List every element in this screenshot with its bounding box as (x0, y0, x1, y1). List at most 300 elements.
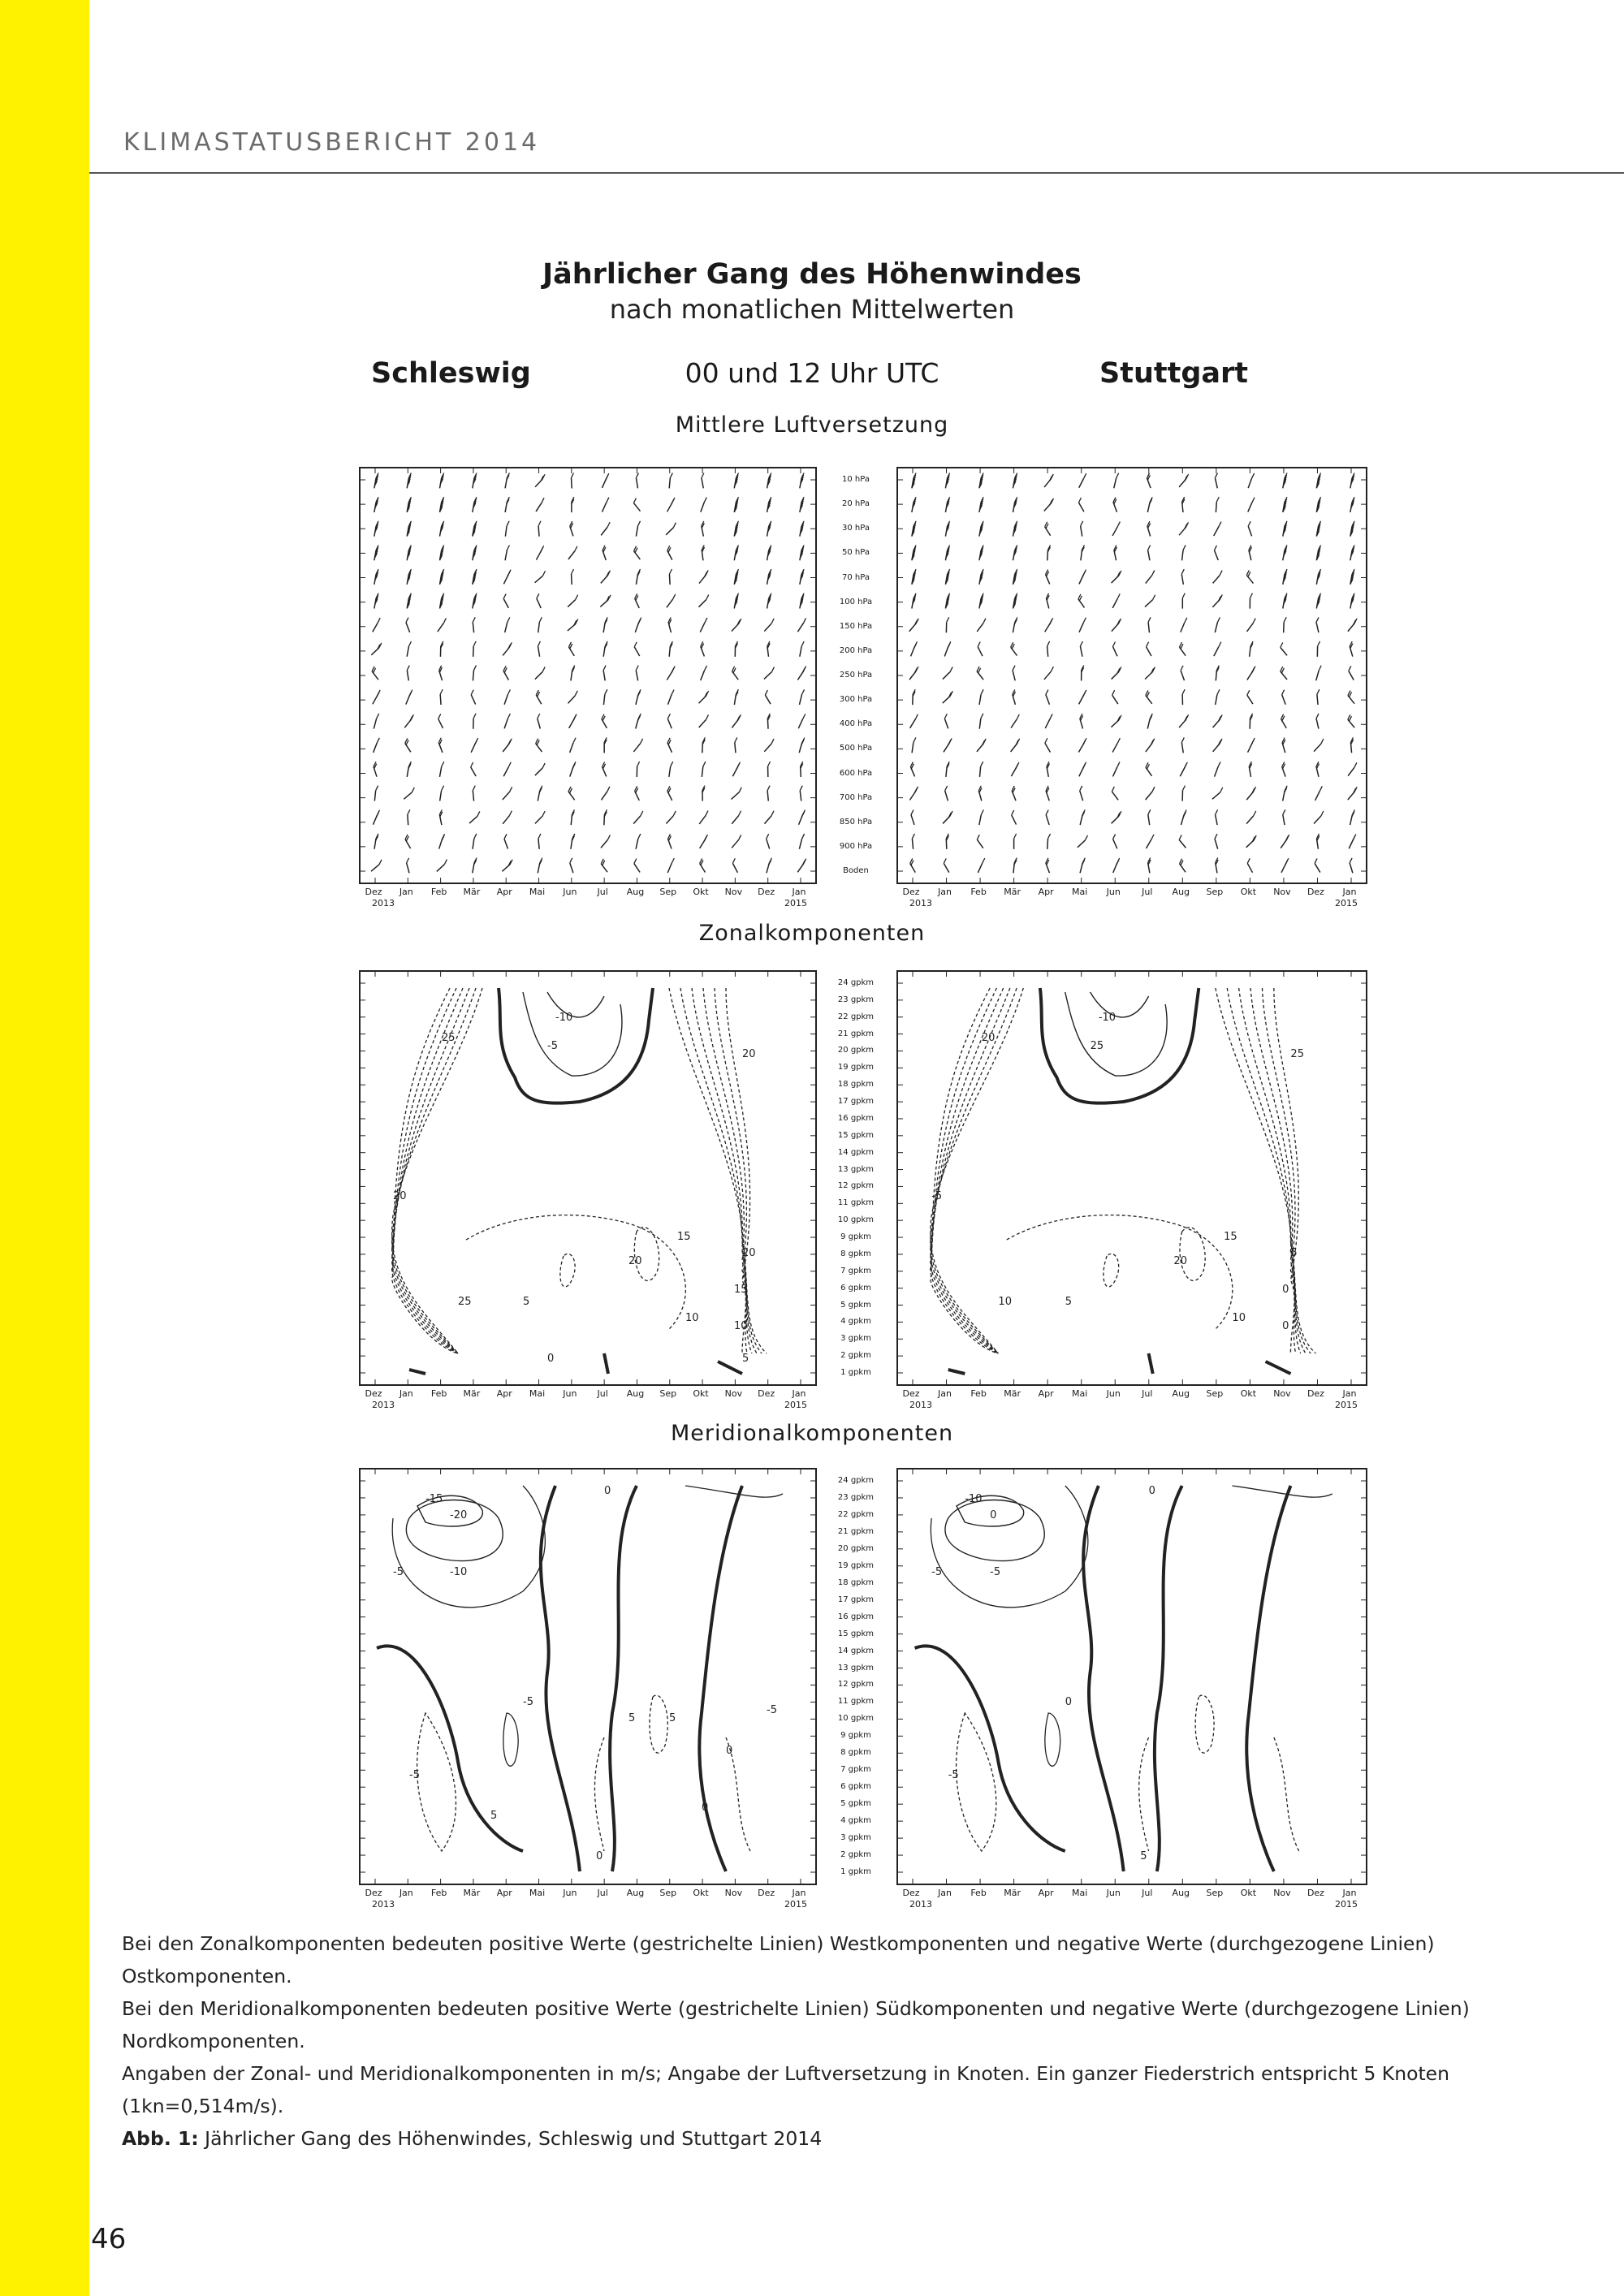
wind-barb (1214, 642, 1221, 657)
axis-level-label: 3 gpkm (840, 1334, 871, 1344)
wind-barb (502, 860, 512, 872)
month-tick-label: Sep (1206, 887, 1224, 897)
wind-barb (633, 811, 643, 824)
wind-barb (568, 619, 578, 631)
wind-barb (1283, 521, 1287, 537)
contour-line (703, 988, 752, 1353)
wind-barb (701, 641, 705, 656)
month-tick-label: Jun (1106, 887, 1121, 897)
wind-barb (912, 545, 916, 560)
wind-barb (667, 858, 674, 873)
wind-barb (668, 690, 674, 705)
wind-barb (1013, 521, 1017, 537)
contour-label: 0 (604, 1485, 611, 1497)
wind-barb (734, 689, 738, 705)
wind-barb (1013, 593, 1017, 609)
wind-barb (1350, 545, 1354, 560)
wind-barb (374, 762, 377, 776)
year-end-label: 2015 (1335, 1400, 1358, 1410)
wind-barb (1316, 497, 1320, 512)
month-tick-label: Apr (496, 887, 512, 897)
wind-barb (1013, 545, 1017, 560)
month-axis (896, 1888, 1364, 1912)
wind-barb (407, 521, 411, 537)
wind-barb (373, 618, 380, 632)
wind-barb (439, 521, 443, 537)
wind-barb (1113, 858, 1120, 873)
wind-barb (1181, 810, 1186, 825)
wind-barb (1047, 545, 1051, 560)
wind-barb (1012, 810, 1017, 825)
wind-barb (1145, 595, 1155, 607)
wind-barb (944, 641, 951, 656)
wind-barb (440, 786, 444, 801)
wind-barb (1216, 666, 1219, 681)
contour-label: 5 (523, 1296, 530, 1308)
wind-barb (1248, 738, 1255, 753)
axis-level-label: 2 gpkm (840, 1850, 871, 1860)
zero-contour (1246, 1486, 1290, 1871)
wind-barb (473, 545, 477, 560)
contour-line (503, 1713, 518, 1766)
panel-title-meridional: Meridionalkomponenten (670, 1421, 954, 1446)
month-tick-label: Jan (1342, 1888, 1357, 1898)
wind-barb (1316, 569, 1320, 585)
axis-level-label: 17 gpkm (837, 1595, 875, 1604)
wind-barb (1013, 858, 1017, 874)
wind-barb (702, 762, 705, 777)
wind-barb (634, 642, 639, 656)
wind-barb (473, 569, 477, 585)
month-tick-label: Mär (463, 887, 481, 897)
wind-barb (471, 738, 478, 753)
axis-level-label: 20 hPa (842, 499, 870, 509)
month-tick-label: Aug (1172, 1388, 1190, 1399)
wind-barb (979, 689, 983, 705)
wind-barb (372, 667, 378, 680)
wind-barb (1182, 545, 1186, 560)
contour-label: 20 (1173, 1255, 1187, 1267)
month-tick-label: Jul (1142, 1888, 1153, 1898)
contour-label: 0 (1282, 1284, 1289, 1296)
panel-title-zonal: Zonalkomponenten (698, 921, 926, 946)
month-tick-label: Dez (758, 1888, 775, 1898)
wind-barb (1349, 835, 1356, 849)
axis-level-label: 16 gpkm (837, 1612, 875, 1621)
wind-barb (1047, 762, 1049, 777)
axis-level-label: 20 gpkm (837, 1543, 875, 1553)
wind-barb (407, 593, 411, 609)
wind-barb (473, 834, 477, 849)
contour-label: -15 (425, 1493, 443, 1505)
wind-barb (767, 521, 771, 537)
wind-barb (1350, 737, 1353, 753)
wind-barb (732, 667, 739, 680)
wind-barb (1213, 571, 1223, 584)
axis-level-label: 700 hPa (839, 792, 873, 802)
zero-contour (718, 1362, 742, 1374)
month-tick-label: Dez (365, 887, 382, 897)
wind-barb (538, 521, 541, 537)
year-start-label: 2013 (909, 898, 932, 908)
wind-barb (1348, 787, 1357, 800)
month-tick-label: Jan (792, 1388, 806, 1399)
month-tick-label: Jan (938, 887, 952, 897)
wind-barb (979, 809, 984, 825)
axis-level-label: 16 gpkm (837, 1113, 875, 1123)
contour-label: -5 (767, 1704, 777, 1716)
axis-level-label: 14 gpkm (837, 1646, 875, 1655)
wind-barb (667, 714, 672, 728)
wind-barb (602, 473, 608, 488)
wind-barb (767, 593, 771, 609)
wind-barb (945, 545, 949, 560)
wind-barb (1283, 473, 1287, 489)
wind-barb (1079, 690, 1086, 704)
figure-subtitle: nach monatlichen Mittelwerten (609, 294, 1015, 325)
wind-barb (503, 739, 512, 752)
month-tick-label: Apr (1038, 1888, 1054, 1898)
contour-label: 0 (726, 1745, 733, 1757)
wind-barb (1283, 809, 1285, 825)
wind-barb (1148, 545, 1151, 560)
axis-level-label: 17 gpkm (837, 1097, 875, 1107)
month-tick-label: Sep (659, 887, 677, 897)
wind-barb (1011, 762, 1019, 776)
wind-barb (439, 809, 442, 825)
wind-barb (1044, 498, 1054, 511)
wind-barb (1011, 739, 1020, 752)
contour-line (1104, 1254, 1119, 1287)
wind-barb (636, 521, 640, 537)
contour-label: -5 (409, 1769, 420, 1781)
wind-barb (568, 546, 577, 559)
wind-barb (604, 809, 607, 825)
wind-barb (978, 858, 984, 873)
wind-barb (764, 667, 774, 680)
month-tick-label: Apr (496, 1388, 512, 1399)
contour-label: -10 (555, 1012, 573, 1024)
month-tick-label: Aug (626, 887, 645, 897)
wind-barb (1316, 521, 1320, 537)
wind-barb (1282, 690, 1286, 705)
page-number: 46 (91, 2223, 127, 2255)
wind-barb (667, 666, 675, 680)
month-tick-label: Dez (365, 1888, 382, 1898)
wind-barb (473, 473, 477, 489)
wind-barb (1080, 858, 1085, 874)
wind-barb (1011, 714, 1019, 728)
wind-barb (1182, 786, 1185, 801)
axis-level-label: 300 hPa (839, 695, 873, 705)
wind-barb (1247, 619, 1256, 632)
wind-barb (979, 593, 983, 609)
wind-barb (912, 473, 916, 489)
wind-barb (503, 642, 512, 655)
contour-label: 20 (981, 1032, 996, 1044)
figure-label: Abb. 1: (122, 2127, 199, 2150)
wind-barb (1250, 641, 1254, 657)
wind-barb (1012, 786, 1016, 801)
wind-barb (473, 617, 475, 632)
wind-barb (1046, 858, 1050, 873)
wind-barb (945, 473, 949, 489)
wind-barb (667, 594, 676, 607)
wind-barb (373, 690, 380, 704)
wind-barb (603, 546, 606, 560)
month-tick-label: Feb (430, 1888, 447, 1898)
month-tick-label: Nov (724, 1888, 743, 1898)
wind-barb (473, 714, 476, 729)
wind-barb (405, 738, 411, 752)
axis-level-label: Boden (843, 866, 869, 875)
wind-barb (1079, 473, 1086, 488)
axis-level-label: 9 gpkm (840, 1731, 871, 1741)
wind-barb (634, 546, 641, 559)
wind-barb (699, 570, 708, 583)
wind-barb (604, 737, 607, 753)
wind-barb (473, 858, 477, 874)
contour-line (634, 1228, 659, 1281)
wind-barb (1182, 497, 1185, 512)
zero-contour (499, 988, 653, 1103)
wind-barb (1249, 546, 1252, 561)
wind-barb (1146, 787, 1155, 800)
wind-barb (1281, 858, 1289, 873)
wind-barb (800, 569, 804, 585)
contour-line (1045, 1713, 1060, 1766)
wind-barb (371, 860, 382, 871)
wind-barb (979, 569, 983, 585)
contour-label: 15 (677, 1231, 691, 1243)
month-tick-label: Sep (1206, 1888, 1224, 1898)
wind-barb (1147, 473, 1151, 488)
month-tick-label: Jul (597, 887, 608, 897)
wind-barb (374, 714, 378, 729)
wind-barb (667, 498, 675, 511)
wind-barb (503, 593, 508, 607)
contour-line (1065, 992, 1167, 1076)
wind-barb (1014, 834, 1017, 849)
wind-barb (1250, 714, 1252, 729)
wind-barb (1216, 858, 1218, 874)
wind-barb (572, 569, 574, 585)
wind-barb (978, 786, 982, 801)
contour-label: 15 (1224, 1231, 1237, 1243)
wind-barb (569, 714, 577, 728)
wind-barb (440, 689, 443, 705)
contour-label: 10 (998, 1296, 1012, 1308)
plot-zonal-schleswig (359, 970, 817, 1386)
wind-barb (977, 739, 986, 752)
wind-barb (767, 858, 771, 874)
contour-label: 5 (669, 1712, 676, 1724)
wind-barb (568, 595, 577, 607)
wind-barb (637, 762, 639, 777)
contour-label: 20 (742, 1247, 756, 1259)
wind-barb (536, 690, 542, 704)
wind-barb (800, 473, 804, 489)
wind-barb (1348, 762, 1357, 775)
wind-barb (1181, 666, 1184, 680)
wind-barb (979, 473, 983, 489)
panel-title-luftversetzung: Mittlere Luftversetzung (675, 412, 949, 438)
plot-barbs-schleswig (359, 467, 817, 884)
axis-level-label: 18 gpkm (837, 1080, 875, 1090)
year-end-label: 2015 (784, 1400, 807, 1410)
wind-barb (374, 738, 380, 753)
contour-line (685, 1486, 783, 1497)
wind-barb (408, 809, 410, 825)
zero-contour (610, 1486, 637, 1871)
wind-barb (636, 473, 638, 489)
wind-barb (1179, 835, 1186, 848)
wind-barb (404, 714, 413, 727)
month-tick-label: Feb (970, 1388, 987, 1399)
wind-barb (407, 666, 409, 681)
month-tick-label: Dez (758, 887, 775, 897)
wind-barb (440, 641, 443, 657)
wind-barb (767, 473, 771, 489)
wind-barb (1281, 642, 1287, 655)
contour-label: 0 (990, 1509, 997, 1521)
wind-barb (1316, 545, 1320, 560)
wind-barb (912, 593, 916, 609)
wind-barb (800, 593, 804, 609)
wind-barb (635, 618, 641, 632)
contour-line (1195, 1695, 1214, 1753)
month-tick-label: Jul (597, 1388, 608, 1399)
contour-line (1216, 988, 1315, 1353)
wind-barb (1013, 473, 1017, 489)
wind-barb (1215, 834, 1218, 848)
wind-barb (439, 569, 443, 585)
zero-contour (1155, 1486, 1182, 1871)
month-tick-label: Mär (1004, 1888, 1021, 1898)
axis-level-label: 24 gpkm (837, 978, 875, 987)
axis-level-label: 1 gpkm (840, 1368, 871, 1377)
wind-barb (1215, 762, 1220, 776)
wind-barb (1248, 521, 1251, 536)
wind-barb (732, 811, 741, 824)
wind-barb (1283, 786, 1288, 801)
wind-barb (1046, 810, 1049, 825)
wind-barb (1111, 715, 1121, 727)
month-axis (359, 887, 814, 911)
month-axis (359, 1888, 814, 1912)
month-tick-label: Dez (1307, 887, 1324, 897)
wind-barb (600, 595, 611, 607)
contour-label: -10 (965, 1493, 983, 1505)
wind-barb (473, 497, 477, 512)
wind-barb (1282, 738, 1285, 753)
contour-label: -20 (450, 1509, 468, 1521)
axis-level-label: 200 hPa (839, 645, 873, 655)
month-tick-label: Aug (1172, 1888, 1190, 1898)
wind-barb (800, 521, 804, 537)
month-tick-label: Nov (1273, 1888, 1291, 1898)
wind-barb (1147, 714, 1152, 729)
axis-level-label: 600 hPa (839, 768, 873, 778)
wind-barb (601, 522, 610, 535)
wind-barb (1350, 858, 1353, 873)
wind-barb (603, 689, 607, 705)
wind-barb (698, 595, 708, 607)
wind-barb (912, 834, 914, 849)
wind-barb (732, 788, 742, 800)
wind-barb (1011, 642, 1017, 655)
wind-barb (701, 666, 707, 680)
wind-barb (439, 762, 443, 777)
wind-barb (764, 619, 774, 632)
caption-zonal-note: Bei den Zonalkomponenten bedeuten positive Werte (gestrichelte Linien) Westkomponenten und negative Werte (durchgezogene Linien) Ostkomponenten. (122, 1932, 1435, 1987)
contour-label: 0 (702, 1802, 709, 1814)
wind-barb (602, 714, 607, 728)
month-tick-label: Dez (902, 1388, 920, 1399)
wind-barb (438, 738, 443, 753)
axis-level-label: 3 gpkm (840, 1833, 871, 1843)
wind-barb (1148, 617, 1151, 632)
wind-barb (1080, 786, 1083, 801)
wind-barb (1113, 834, 1117, 848)
wind-barb (1316, 617, 1319, 632)
wind-barb (979, 497, 983, 512)
wind-barb (979, 545, 983, 560)
month-tick-label: Jan (792, 1888, 806, 1898)
wind-barb (1182, 689, 1185, 705)
wind-barb (799, 738, 805, 753)
wind-barb (1213, 739, 1222, 752)
wind-barb (945, 497, 949, 512)
wind-barb (702, 521, 704, 537)
wind-barb (701, 498, 707, 512)
contour-line (1007, 1215, 1233, 1329)
wind-barb (799, 689, 804, 705)
wind-barb (439, 666, 443, 680)
wind-barb (503, 787, 512, 800)
wind-barb (636, 689, 641, 705)
contour-label: -5 (393, 1566, 404, 1578)
wind-barb (977, 667, 983, 680)
wind-barb (503, 666, 508, 680)
axis-level-label: 6 gpkm (840, 1782, 871, 1792)
wind-barb (635, 593, 639, 608)
wind-barb (764, 739, 774, 752)
contour-label: -10 (450, 1566, 468, 1578)
wind-barb (1047, 834, 1051, 849)
figure-title: Jährlicher Gang des Höhenwindes (542, 258, 1082, 291)
axis-level-label: 19 gpkm (837, 1560, 875, 1570)
wind-barb (535, 811, 545, 823)
zero-contour (1040, 988, 1199, 1103)
contour-line (1250, 988, 1301, 1353)
wind-barb (943, 811, 952, 823)
axis-level-label: 1 gpkm (840, 1867, 871, 1876)
wind-barb (667, 546, 672, 560)
wind-barb (1013, 666, 1015, 681)
wind-barb (438, 618, 446, 632)
wind-barb (699, 714, 709, 727)
wind-barb (505, 545, 509, 560)
wind-barb (767, 714, 770, 729)
month-tick-label: Jan (1342, 887, 1357, 897)
wind-barb (1045, 714, 1052, 728)
zero-contour (409, 1370, 425, 1374)
contour-label: 25 (1290, 1048, 1304, 1060)
wind-barb (944, 858, 949, 872)
wind-barb (1045, 618, 1053, 632)
wind-barb (1114, 546, 1117, 561)
